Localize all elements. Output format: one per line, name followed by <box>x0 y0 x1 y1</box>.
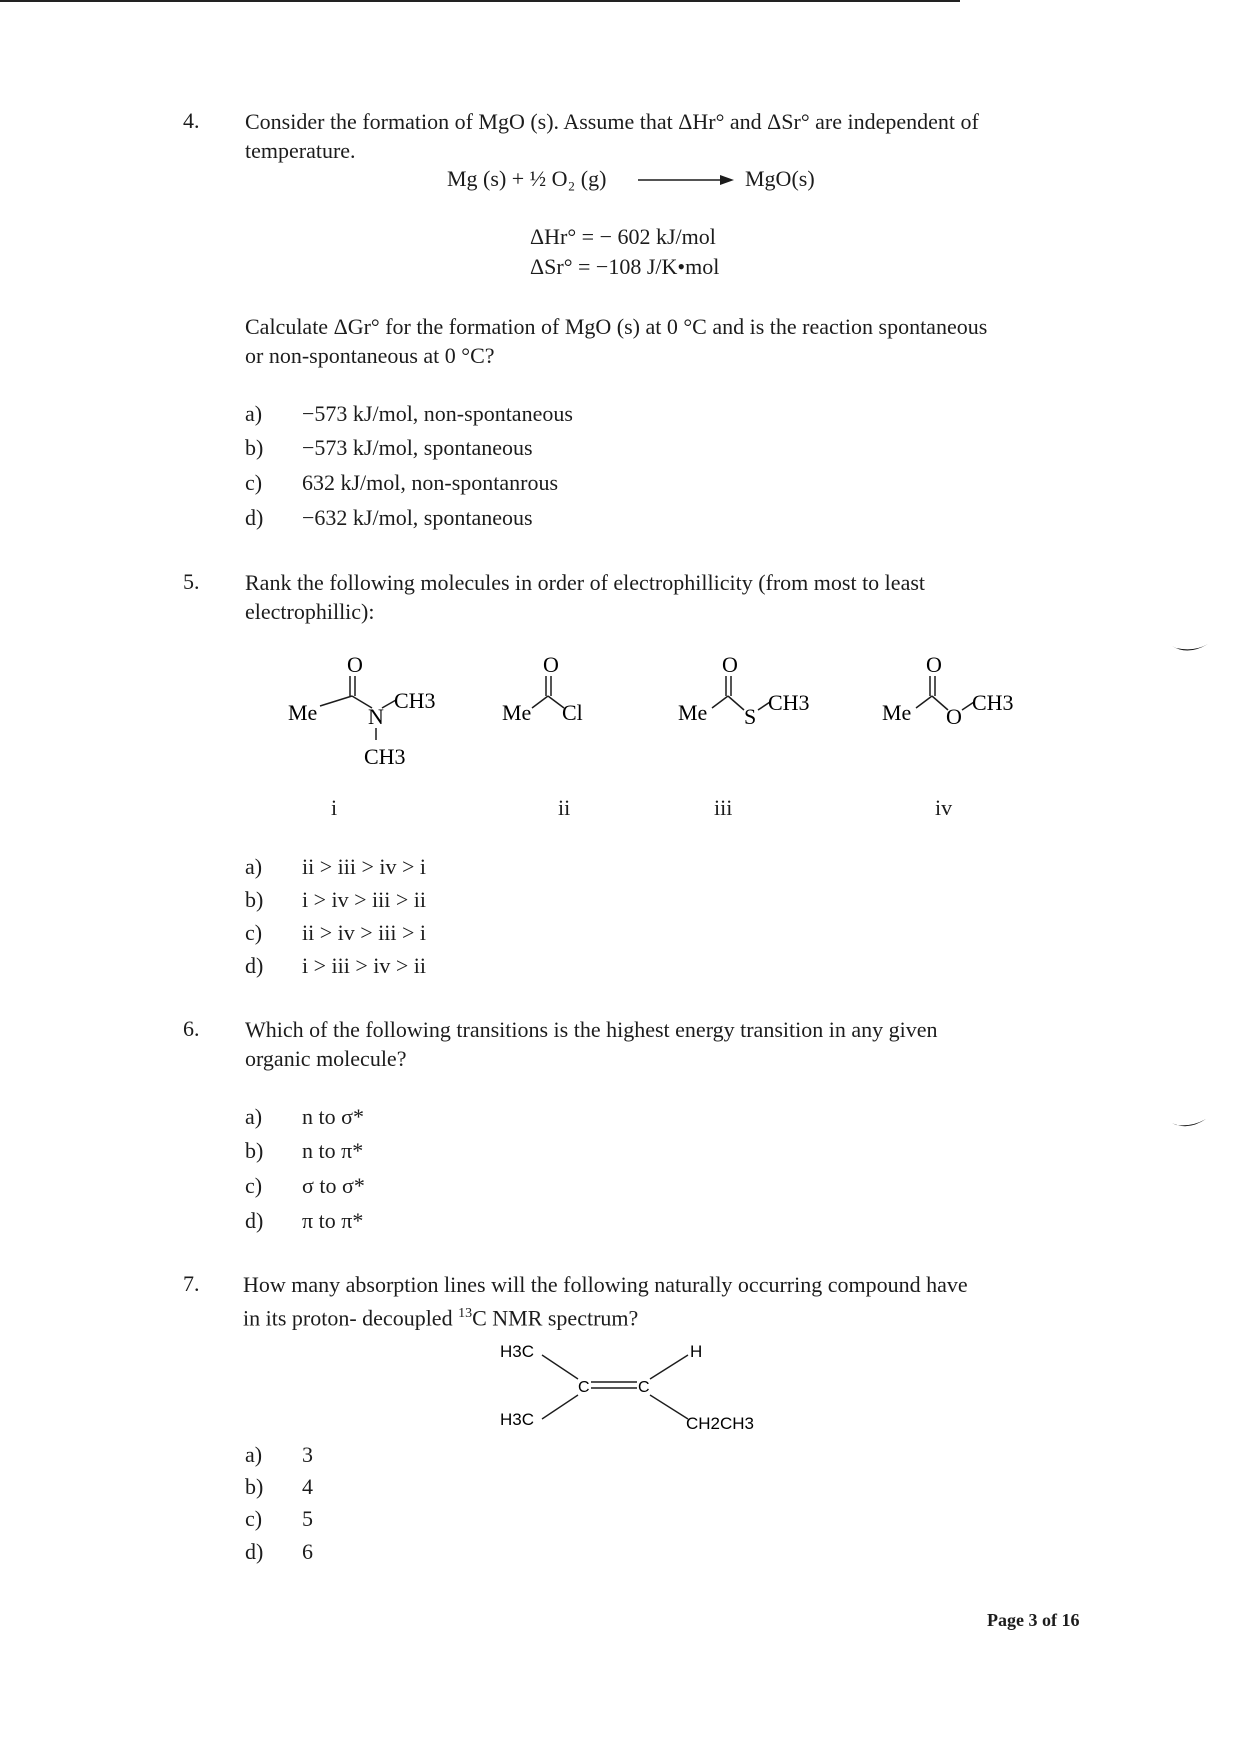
question-number: 5. <box>183 569 200 594</box>
carbonyl-oxygen: O <box>543 652 559 677</box>
reaction-reactants: Mg (s) + ½ O₂ (g) <box>447 166 607 191</box>
question-text-line: electrophillic): <box>245 599 375 624</box>
vinyl-hydrogen: H <box>690 1342 703 1361</box>
option-letter: a) <box>245 854 263 879</box>
molecule-i-structure <box>280 648 460 768</box>
answer-option[interactable] <box>245 1506 313 1532</box>
molecule-label-i: i <box>331 795 338 820</box>
bond <box>712 696 728 708</box>
answer-option[interactable] <box>245 920 426 946</box>
entropy-value: ΔSr° = −108 J/K•mol <box>530 254 720 279</box>
methyl-label: Me <box>882 700 912 725</box>
oxygen-label: O <box>946 704 962 729</box>
methyl-label: Me <box>502 700 532 725</box>
answer-option[interactable] <box>245 953 426 979</box>
bond <box>650 1355 688 1379</box>
option-text: −573 kJ/mol, spontaneous <box>302 435 533 460</box>
option-text: 4 <box>302 1474 313 1499</box>
answer-option[interactable] <box>245 1442 313 1468</box>
question-text <box>245 568 1105 626</box>
bond <box>650 1395 688 1419</box>
margin-check-mark <box>1170 1115 1210 1135</box>
molecule-iii-structure <box>672 648 842 733</box>
answer-option[interactable] <box>245 854 426 880</box>
isotope-superscript: 13 <box>458 1306 473 1321</box>
margin-check-mark <box>1170 640 1210 660</box>
question-text-line: temperature. <box>245 138 356 163</box>
question-text-line: Which of the following transitions is the highest energy transition in any given <box>245 1017 938 1042</box>
reaction-product: MgO(s) <box>745 166 815 191</box>
answer-option[interactable] <box>245 1474 313 1500</box>
option-letter: b) <box>245 887 264 912</box>
answer-option[interactable] <box>245 505 533 531</box>
option-text: n to π* <box>302 1138 364 1163</box>
text-fragment: C NMR spectrum? <box>472 1305 639 1331</box>
option-text: 6 <box>302 1539 313 1564</box>
option-text: ii > iii > iv > i <box>302 854 427 879</box>
option-letter: a) <box>245 401 263 426</box>
o-methyl-label: CH3 <box>972 690 1014 715</box>
option-text: π to π* <box>302 1208 364 1233</box>
answer-option[interactable] <box>245 401 573 427</box>
nitrogen-label: N <box>368 704 384 729</box>
option-letter: a) <box>245 1442 263 1467</box>
s-methyl-label: CH3 <box>768 690 810 715</box>
molecule-label-iii: iii <box>714 795 733 820</box>
carbonyl-oxygen: O <box>722 652 738 677</box>
question-text-line: Rank the following molecules in order of electrophillicity (from most to least <box>245 570 926 595</box>
option-letter: c) <box>245 1173 263 1198</box>
question-number: 7. <box>183 1271 200 1296</box>
question-prompt <box>245 312 1145 370</box>
question-number: 4. <box>183 108 200 133</box>
methyl-group-top: H3C <box>500 1342 535 1361</box>
bond <box>542 1395 578 1419</box>
scan-top-border <box>0 0 960 2</box>
question-text-line: How many absorption lines will the following naturally occurring compound have <box>243 1272 968 1297</box>
alkene-carbon-2: C <box>638 1379 650 1396</box>
sulfur-label: S <box>744 704 757 729</box>
answer-option[interactable] <box>245 470 558 496</box>
carbonyl-oxygen: O <box>347 652 363 677</box>
option-letter: c) <box>245 1506 263 1531</box>
answer-option[interactable] <box>245 1138 363 1164</box>
ethyl-group: CH2CH3 <box>686 1414 755 1433</box>
question-text <box>243 1270 1103 1332</box>
bond <box>320 696 352 706</box>
option-text: −632 kJ/mol, spontaneous <box>302 505 533 530</box>
option-letter: d) <box>245 505 264 530</box>
chlorine-label: Cl <box>562 700 583 725</box>
option-letter: d) <box>245 953 264 978</box>
answer-option[interactable] <box>245 435 533 461</box>
question-text <box>245 1015 1105 1073</box>
question-text-line <box>243 1299 1103 1332</box>
option-text: 3 <box>302 1442 313 1467</box>
molecule-label-iv: iv <box>935 795 953 820</box>
n-methyl-label: CH3 <box>394 688 436 713</box>
enthalpy-value: ΔHr° = − 602 kJ/mol <box>530 224 716 249</box>
text-fragment: in its proton- decoupled <box>243 1305 459 1331</box>
alkene-carbon-1: C <box>578 1379 590 1396</box>
option-letter: a) <box>245 1104 263 1129</box>
answer-option[interactable] <box>245 1173 365 1199</box>
methyl-label: Me <box>678 700 708 725</box>
option-text: 5 <box>302 1506 313 1531</box>
option-text: i > iii > iv > ii <box>302 953 427 978</box>
option-text: n to σ* <box>302 1104 364 1129</box>
option-letter: c) <box>245 920 263 945</box>
molecule-iv-structure <box>876 648 1046 733</box>
n-methyl-label: CH3 <box>364 744 406 768</box>
bond <box>532 696 548 708</box>
methyl-group-bottom: H3C <box>500 1410 535 1429</box>
option-text: −573 kJ/mol, non-spontaneous <box>302 401 573 426</box>
option-text: ii > iv > iii > i <box>302 920 427 945</box>
option-text: i > iv > iii > ii <box>302 887 427 912</box>
reaction-arrow <box>636 172 736 188</box>
question-text-line: Consider the formation of MgO (s). Assume that ΔHr° and ΔSr° are independent of <box>245 109 979 134</box>
option-letter: c) <box>245 470 263 495</box>
option-letter: b) <box>245 1138 264 1163</box>
molecule-label-ii: ii <box>558 795 571 820</box>
carbonyl-oxygen: O <box>926 652 942 677</box>
alkene-structure <box>490 1335 800 1435</box>
option-letter: d) <box>245 1208 264 1233</box>
answer-option[interactable] <box>245 1208 363 1234</box>
option-text: σ to σ* <box>302 1173 365 1198</box>
molecule-ii-structure <box>498 648 628 728</box>
answer-option[interactable] <box>245 887 426 913</box>
methyl-label: Me <box>288 700 318 725</box>
prompt-line: or non-spontaneous at 0 °C? <box>245 343 495 368</box>
option-text: 632 kJ/mol, non-spontanrous <box>302 470 559 495</box>
option-letter: d) <box>245 1539 264 1564</box>
option-letter: b) <box>245 435 264 460</box>
answer-option[interactable] <box>245 1104 364 1130</box>
bond <box>542 1355 578 1379</box>
option-letter: b) <box>245 1474 264 1499</box>
prompt-line: Calculate ΔGr° for the formation of MgO (s) at 0 °C and is the reaction spontaneous <box>245 314 988 339</box>
question-text <box>245 107 1105 165</box>
page-number: Page 3 of 16 <box>987 1610 1080 1630</box>
answer-option[interactable] <box>245 1539 313 1565</box>
question-text-line: organic molecule? <box>245 1046 407 1071</box>
bond <box>728 696 744 710</box>
question-number: 6. <box>183 1016 200 1041</box>
bond <box>916 696 932 708</box>
